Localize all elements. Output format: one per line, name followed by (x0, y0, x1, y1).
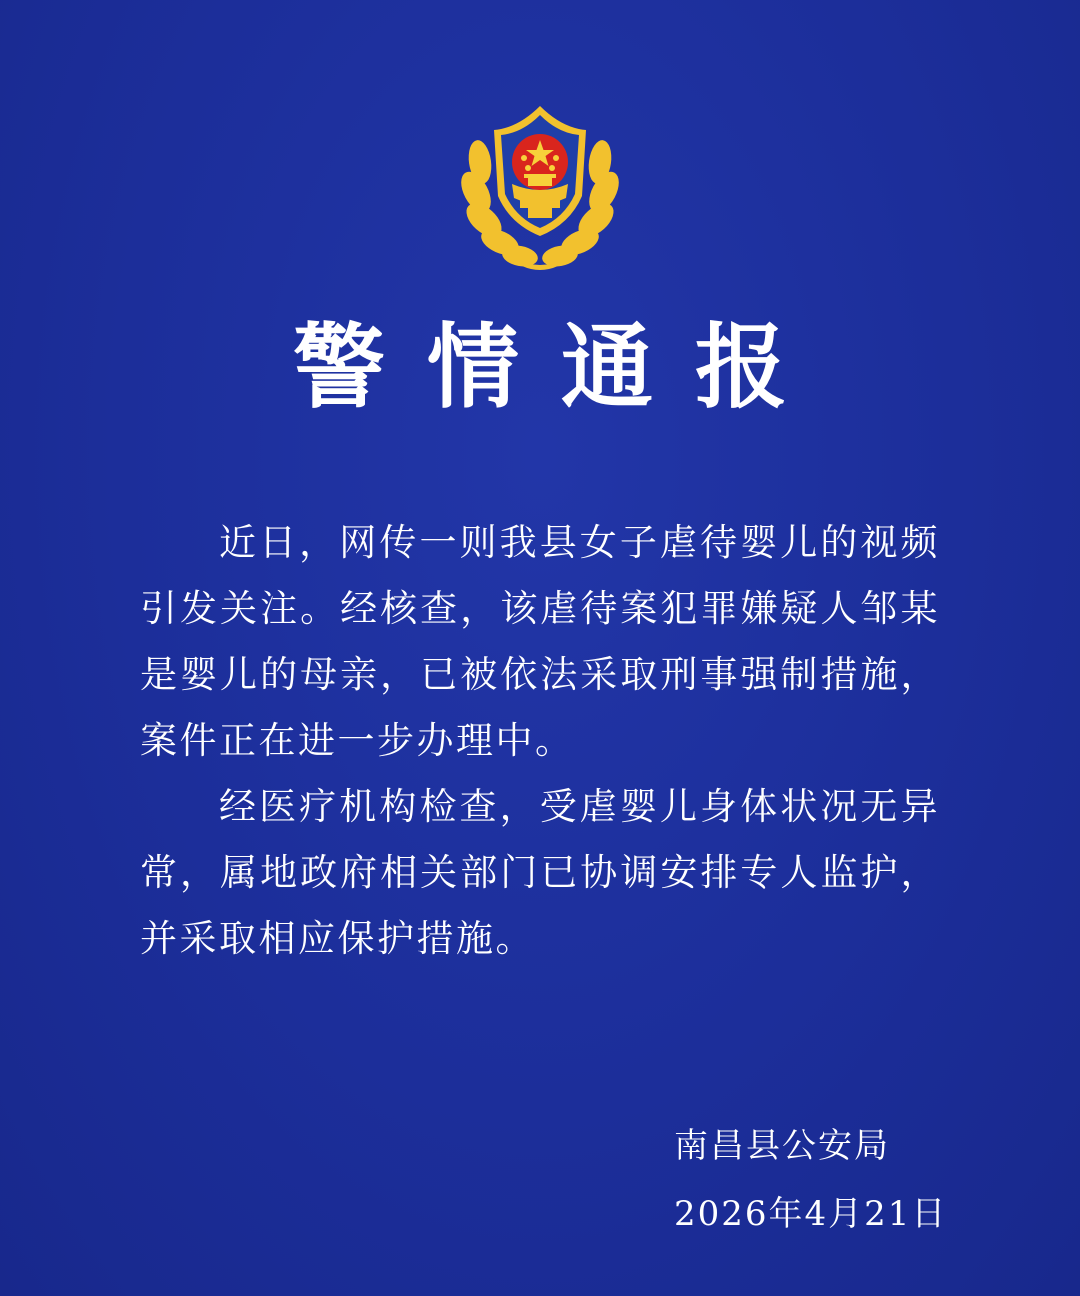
notice-title: 警情通报 (292, 314, 829, 421)
signature-block (674, 1112, 994, 1248)
notice-paragraph: 近日，网传一则我县女子虐待婴儿的视频引发关注。经核查，该虐待案犯罪嫌疑人邹某是婴儿的母亲，已被依法采取刑事强制措施，案件正在进一步办理中。 (140, 521, 940, 762)
issuer-name: 南昌县公安局 (674, 1126, 890, 1166)
police-emblem-icon (458, 100, 622, 272)
issue-date: 2026年4月21日 (674, 1194, 948, 1234)
notice-body (140, 510, 940, 972)
notice-paragraph: 经医疗机构检查，受虐婴儿身体状况无异常，属地政府相关部门已协调安排专人监护，并采取相应保护措施。 (140, 785, 940, 960)
